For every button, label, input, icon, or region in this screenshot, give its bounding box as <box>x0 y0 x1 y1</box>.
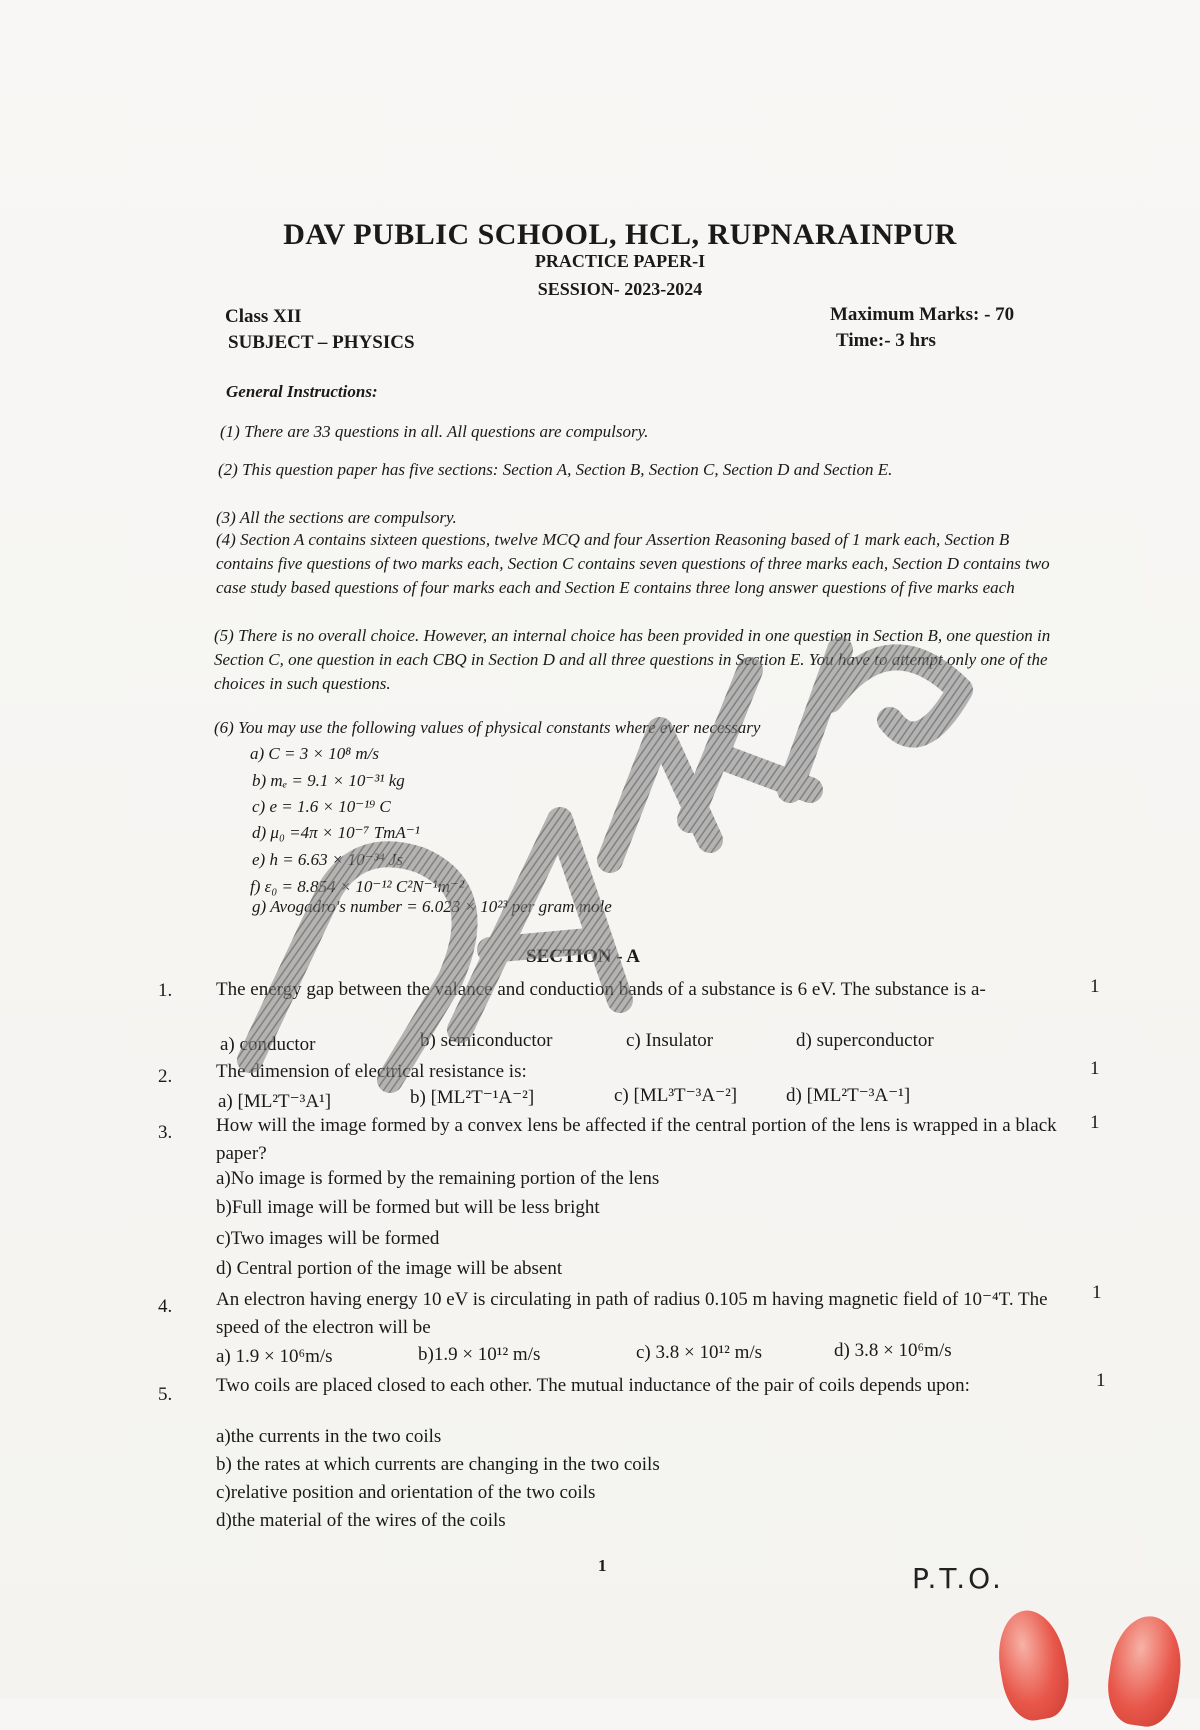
option-b: b)Full image will be formed but will be less bright <box>216 1197 600 1218</box>
instruction-2: (2) This question paper has five sections: Section A, Section B, Section C, Section D and Section E. <box>218 460 893 479</box>
option-d: d) Central portion of the image will be absent <box>216 1258 563 1279</box>
finger-shape <box>991 1605 1075 1725</box>
option-c: c) Insulator <box>626 1030 714 1051</box>
option-c: c)Two images will be formed <box>216 1228 440 1249</box>
class-label: Class XII <box>225 306 302 327</box>
instruction-6: (6) You may use the following values of physical constants where ever necessary <box>214 718 761 737</box>
question-text: The dimension of electrical resistance is: <box>216 1061 527 1082</box>
option-d: d)the material of the wires of the coils <box>216 1510 506 1531</box>
question-marks: 1 <box>1090 1058 1100 1079</box>
question-text: Two coils are placed closed to each other. The mutual inductance of the pair of coils depends upon: <box>216 1375 970 1396</box>
constant-c: c) e = 1.6 × 10⁻¹⁹ C <box>252 797 391 816</box>
session-label: SESSION- 2023-2024 <box>537 279 703 299</box>
option-c: c) 3.8 × 10¹² m/s <box>636 1342 763 1363</box>
school-name: DAV PUBLIC SCHOOL, HCL, RUPNARAINPUR <box>283 218 957 251</box>
option-c: c) [ML³T⁻³A⁻²] <box>614 1085 738 1106</box>
option-d: d) [ML²T⁻³A⁻¹] <box>786 1085 911 1106</box>
constant-e: e) h = 6.63 × 10⁻³⁴ Js <box>252 850 404 869</box>
option-a: a)No image is formed by the remaining portion of the lens <box>216 1168 660 1189</box>
question-text: An electron having energy 10 eV is circulating in path of radius 0.105 m having magnetic field of 10⁻⁴T. The speed of the electron will be <box>216 1289 1048 1338</box>
option-b: b) [ML²T⁻¹A⁻²] <box>410 1087 535 1108</box>
option-a: a)the currents in the two coils <box>216 1426 442 1447</box>
question-marks: 1 <box>1090 976 1100 997</box>
option-d: d) 3.8 × 10⁶m/s <box>834 1340 952 1361</box>
question-text: The energy gap between the valance and conduction bands of a substance is 6 eV. The substance is a- <box>216 979 986 1000</box>
time-label: Time:- 3 hrs <box>836 330 936 351</box>
option-c: c)relative position and orientation of the two coils <box>216 1482 596 1503</box>
pto-note: P.T.O. <box>912 1562 1004 1595</box>
section-a-title: SECTION - A <box>526 946 641 967</box>
constant-g: g) Avogadro's number = 6.023 × 10²³ per gram mole <box>252 897 612 916</box>
question-number: 1. <box>158 980 173 1001</box>
option-b: b) the rates at which currents are changing in the two coils <box>216 1454 660 1475</box>
instruction-4: (4) Section A contains sixteen questions, twelve MCQ and four Assertion Reasoning based of 1 mark each, Section B contains five questions of two marks each, Section C contains seven questions of three marks each, Section D contains two case study based questions of four marks each and Section E contains three long answer questions of five marks each <box>216 530 1050 597</box>
question-marks: 1 <box>1090 1112 1100 1133</box>
option-d: d) superconductor <box>796 1030 934 1051</box>
paper-title: PRACTICE PAPER-I <box>534 251 706 271</box>
question-number: 2. <box>158 1066 173 1087</box>
question-marks: 1 <box>1092 1282 1102 1303</box>
constant-a: a) C = 3 × 10⁸ m/s <box>250 744 379 763</box>
question-marks: 1 <box>1096 1370 1106 1391</box>
option-a: a) conductor <box>220 1034 316 1055</box>
constant-d: d) μ₀ =4π × 10⁻⁷ TmA⁻¹ <box>252 823 420 842</box>
option-a: a) [ML²T⁻³A¹] <box>218 1091 332 1112</box>
question-number: 5. <box>158 1384 173 1405</box>
question-number: 3. <box>158 1122 173 1143</box>
instruction-3: (3) All the sections are compulsory. <box>216 508 457 527</box>
question-text: How will the image formed by a convex lens be affected if the central portion of the lens is wrapped in a black paper? <box>216 1115 1057 1164</box>
instruction-5: (5) There is no overall choice. However, an internal choice has been provided in one question in Section B, one question in Section C, one question in each CBQ in Section D and all three questions in Section E. You have to attempt only one of the choices in such questions. <box>214 626 1051 693</box>
constant-b: b) mₑ = 9.1 × 10⁻³¹ kg <box>252 771 405 790</box>
constant-f: f) ε₀ = 8.854 × 10⁻¹² C²N⁻¹m⁻² <box>250 877 465 896</box>
option-b: b) semiconductor <box>420 1030 553 1051</box>
max-marks-label: Maximum Marks: - 70 <box>830 304 1015 325</box>
instruction-1: (1) There are 33 questions in all. All questions are compulsory. <box>220 422 649 441</box>
page-number: 1 <box>598 1556 607 1575</box>
finger-shape <box>1103 1612 1188 1730</box>
option-a: a) 1.9 × 10⁶m/s <box>216 1346 333 1367</box>
instructions-title: General Instructions: <box>226 382 378 401</box>
option-b: b)1.9 × 10¹² m/s <box>418 1344 541 1365</box>
subject-label: SUBJECT – PHYSICS <box>228 332 415 353</box>
question-number: 4. <box>158 1296 173 1317</box>
